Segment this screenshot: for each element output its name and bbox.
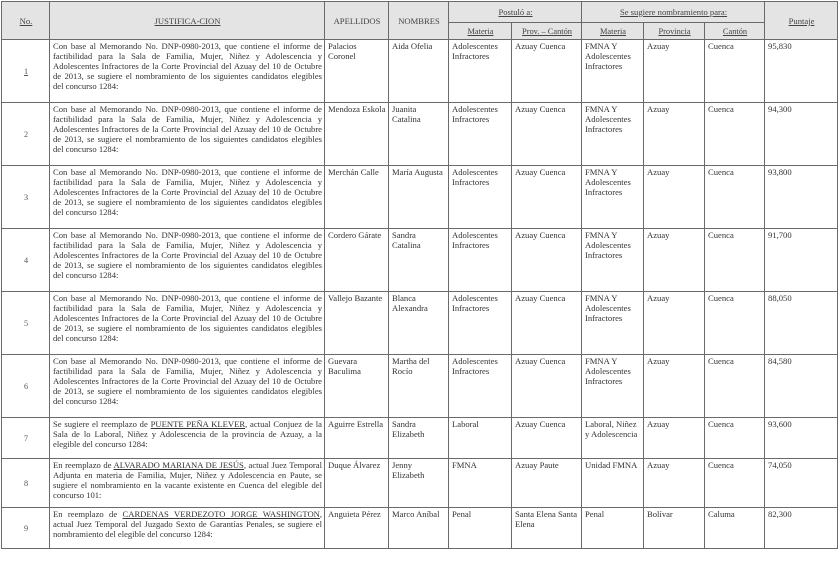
row-number: 6 (2, 355, 50, 418)
provincia-cell: Bolívar (644, 508, 705, 549)
table-row (2, 229, 838, 292)
header-canton: Cantón (705, 23, 765, 40)
materia-sugerida-cell: FMNA Y Adolescentes Infractores (582, 229, 644, 292)
header-materia-sugerida: Materia (582, 23, 644, 40)
header-materia: Materia (449, 23, 512, 40)
replaced-person-name: CARDENAS VERDEZOTO JORGE WASHINGTON (122, 509, 320, 519)
provincia-cell: Azuay (644, 292, 705, 355)
materia-cell: Adolescentes Infractores (449, 103, 512, 166)
materia-cell: Adolescentes Infractores (449, 292, 512, 355)
puntaje-cell: 93,600 (765, 418, 838, 459)
puntaje-cell: 74,050 (765, 459, 838, 508)
materia-sugerida-cell: Unidad FMNA (582, 459, 644, 508)
nombres-cell: Aida Ofelia (389, 40, 449, 103)
row-number: 8 (2, 459, 50, 508)
apellidos-cell: Anguieta Pérez (325, 508, 389, 549)
table-row (2, 292, 838, 355)
canton-cell: Cuenca (705, 355, 765, 418)
materia-sugerida-cell: Penal (582, 508, 644, 549)
provincia-cell: Azuay (644, 103, 705, 166)
table-row (2, 166, 838, 229)
apellidos-cell: Vallejo Bazante (325, 292, 389, 355)
nombres-cell: Martha del Rocío (389, 355, 449, 418)
nombres-cell: María Augusta (389, 166, 449, 229)
header-provincia: Provincia (644, 23, 705, 40)
nombres-cell: Sandra Catalina (389, 229, 449, 292)
table-row (2, 508, 838, 549)
justification-text: Con base al Memorando No. DNP-0980-2013, que contiene el informe de factibilidad para la Sala de Familia, Mujer, Niñez y Adolescencia y Adolescentes Infractores de la Corte Provincial del Azuay del 10 de Octubre de 2013, se sugiere el nombramiento de los siguientes candidatos elegibles del concurso 1284: (50, 40, 325, 103)
nombres-cell: Jenny Elizabeth (389, 459, 449, 508)
prov-canton-cell: Azuay Cuenca (512, 166, 582, 229)
canton-cell: Cuenca (705, 166, 765, 229)
justification-post: , actual Juez Temporal Adjunta en materia de Familia, Mujer, Niñez y Adolescencia en Paute, se sugiere el nombramiento en la vacante existente en Cuenca del elegible del concurso 101: (53, 460, 322, 500)
materia-sugerida-cell: FMNA Y Adolescentes Infractores (582, 292, 644, 355)
table-row (2, 355, 838, 418)
justification-text: Con base al Memorando No. DNP-0980-2013, que contiene el informe de factibilidad para la Sala de Familia, Mujer, Niñez y Adolescencia y Adolescentes Infractores de la Corte Provincial del Azuay del 10 de Octubre de 2013, se sugiere el nombramiento de los siguientes candidatos elegibles del concurso 1284: (50, 292, 325, 355)
prov-canton-cell: Azuay Cuenca (512, 103, 582, 166)
puntaje-cell: 84,580 (765, 355, 838, 418)
canton-cell: Caluma (705, 508, 765, 549)
justification-post: , actual Juez Temporal del Juzgado Sexto de Garantías Penales, se sugiere el nombramiento del elegible del concurso 1284: (53, 509, 323, 539)
prov-canton-cell: Azuay Paute (512, 459, 582, 508)
canton-cell: Cuenca (705, 229, 765, 292)
materia-sugerida-cell: FMNA Y Adolescentes Infractores (582, 40, 644, 103)
header-sugiere: Se sugiere nombramiento para: (582, 2, 765, 23)
justification-text: Con base al Memorando No. DNP-0980-2013, que contiene el informe de factibilidad para la Sala de Familia, Mujer, Niñez y Adolescencia y Adolescentes Infractores de la Corte Provincial del Azuay del 10 de Octubre de 2013, se sugiere el nombramiento de los siguientes candidatos elegibles del concurso 1284: (50, 103, 325, 166)
materia-cell: Penal (449, 508, 512, 549)
justification-text (50, 459, 325, 508)
table-row (2, 40, 838, 103)
provincia-cell: Azuay (644, 418, 705, 459)
apellidos-cell: Palacios Coronel (325, 40, 389, 103)
prov-canton-cell: Azuay Cuenca (512, 355, 582, 418)
justification-text: Con base al Memorando No. DNP-0980-2013, que contiene el informe de factibilidad para la Sala de Familia, Mujer, Niñez y Adolescencia y Adolescentes Infractores de la Corte Provincial del Azuay del 10 de Octubre de 2013, se sugiere el nombramiento de los siguientes candidatos elegibles del concurso 1284: (50, 166, 325, 229)
puntaje-cell: 82,300 (765, 508, 838, 549)
header-apellidos: APELLIDOS (325, 2, 389, 40)
justification-pre: Se sugiere el reemplazo de (53, 419, 151, 429)
nombres-cell: Sandra Elizabeth (389, 418, 449, 459)
materia-sugerida-cell: FMNA Y Adolescentes Infractores (582, 103, 644, 166)
apellidos-cell: Guevara Baculima (325, 355, 389, 418)
apellidos-cell: Merchán Calle (325, 166, 389, 229)
header-postulo: Postuló a: (449, 2, 582, 23)
header-nombres: NOMBRES (389, 2, 449, 40)
justification-pre: En reemplazo de (53, 460, 114, 470)
provincia-cell: Azuay (644, 166, 705, 229)
apellidos-cell: Cordero Gárate (325, 229, 389, 292)
prov-canton-cell: Azuay Cuenca (512, 40, 582, 103)
header-puntaje: Puntaje (765, 2, 838, 40)
materia-sugerida-cell: FMNA Y Adolescentes Infractores (582, 355, 644, 418)
canton-cell: Cuenca (705, 103, 765, 166)
prov-canton-cell: Azuay Cuenca (512, 229, 582, 292)
canton-cell: Cuenca (705, 292, 765, 355)
canton-cell: Cuenca (705, 418, 765, 459)
table-row (2, 418, 838, 459)
puntaje-cell: 93,800 (765, 166, 838, 229)
header-no: No. (2, 2, 50, 40)
replaced-person-name: ALVARADO MARIANA DE JESÚS (113, 460, 244, 470)
apellidos-cell: Mendoza Eskola (325, 103, 389, 166)
header-prov-canton: Prov. – Cantón (512, 23, 582, 40)
provincia-cell: Azuay (644, 459, 705, 508)
justification-text (50, 508, 325, 549)
puntaje-cell: 94,300 (765, 103, 838, 166)
justification-pre: En reemplazo de (53, 509, 123, 519)
puntaje-cell: 91,700 (765, 229, 838, 292)
apellidos-cell: Duque Álvarez (325, 459, 389, 508)
table-row (2, 459, 838, 508)
nombres-cell: Marco Aníbal (389, 508, 449, 549)
prov-canton-cell: Santa Elena Santa Elena (512, 508, 582, 549)
canton-cell: Cuenca (705, 40, 765, 103)
materia-sugerida-cell: Laboral, Niñez y Adolescencia (582, 418, 644, 459)
appointments-table (1, 1, 838, 549)
row-number: 9 (2, 508, 50, 549)
puntaje-cell: 88,050 (765, 292, 838, 355)
materia-cell: Adolescentes Infractores (449, 355, 512, 418)
justification-text: Con base al Memorando No. DNP-0980-2013, que contiene el informe de factibilidad para la Sala de Familia, Mujer, Niñez y Adolescencia y Adolescentes Infractores de la Corte Provincial del Azuay del 10 de Octubre de 2013, se sugiere el nombramiento de los siguientes candidatos elegibles del concurso 1284: (50, 229, 325, 292)
materia-cell: Adolescentes Infractores (449, 40, 512, 103)
provincia-cell: Azuay (644, 355, 705, 418)
provincia-cell: Azuay (644, 229, 705, 292)
canton-cell: Cuenca (705, 459, 765, 508)
nombres-cell: Blanca Alexandra (389, 292, 449, 355)
row-number: 3 (2, 166, 50, 229)
apellidos-cell: Aguirre Estrella (325, 418, 389, 459)
materia-sugerida-cell: FMNA Y Adolescentes Infractores (582, 166, 644, 229)
materia-cell: Adolescentes Infractores (449, 229, 512, 292)
row-number: 7 (2, 418, 50, 459)
row-number: 2 (2, 103, 50, 166)
row-number: 4 (2, 229, 50, 292)
header-justificacion: JUSTIFICA-CION (50, 2, 325, 40)
nombres-cell: Juanita Catalina (389, 103, 449, 166)
replaced-person-name: PUENTE PEÑA KLEVER (150, 419, 246, 429)
materia-cell: Laboral (449, 418, 512, 459)
row-number: 5 (2, 292, 50, 355)
prov-canton-cell: Azuay Cuenca (512, 292, 582, 355)
justification-text: Con base al Memorando No. DNP-0980-2013, que contiene el informe de factibilidad para la Sala de Familia, Mujer, Niñez y Adolescencia y Adolescentes Infractores de la Corte Provincial del Azuay del 10 de Octubre de 2013, se sugiere el nombramiento de los siguientes candidatos elegibles del concurso 1284: (50, 355, 325, 418)
justification-text (50, 418, 325, 459)
table-row (2, 103, 838, 166)
row-number: 1 (2, 40, 50, 103)
provincia-cell: Azuay (644, 40, 705, 103)
materia-cell: FMNA (449, 459, 512, 508)
materia-cell: Adolescentes Infractores (449, 166, 512, 229)
puntaje-cell: 95,830 (765, 40, 838, 103)
prov-canton-cell: Azuay Cuenca (512, 418, 582, 459)
justification-post: , actual Conjuez de la Sala de lo Laboral, Niñez y Adolescencia de la provincia de Azuay, a la elegible del concurso 1284: (53, 419, 322, 449)
